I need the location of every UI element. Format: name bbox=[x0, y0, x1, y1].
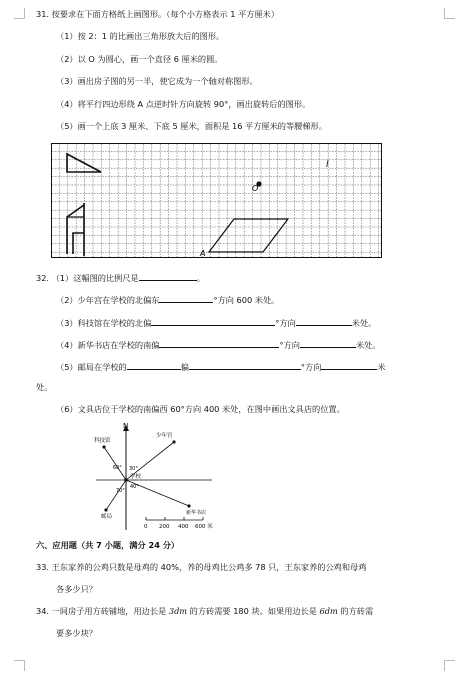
q31-item-5: （5）画一个上底 3 厘米、下底 5 厘米，面积是 16 平方厘米的等腰梯形。 bbox=[56, 121, 327, 131]
q32-5-blank-a[interactable] bbox=[127, 360, 181, 370]
line-youju bbox=[106, 480, 126, 510]
kejiguan-label: 科技馆 bbox=[94, 438, 111, 444]
school-label: 学校 bbox=[130, 474, 142, 480]
q31-title: 31. 按要求在下面方格纸上画图形。（每个小方格表示 1 平方厘米） bbox=[36, 9, 280, 19]
q32-3-text: （3）科技馆在学校的北偏 bbox=[56, 318, 152, 328]
crop-mark-bottom-right bbox=[444, 660, 455, 671]
school-point bbox=[124, 478, 128, 482]
q33-line-1: 33. 王东家养的公鸡只数是母鸡的 40%，养的母鸡比公鸡多 78 只，王东家养的公鸡和母鸡 bbox=[36, 562, 367, 572]
q32-1-text: 32. （1）这幅图的比例尺是 bbox=[36, 273, 139, 283]
q32-line-5 bbox=[56, 360, 386, 373]
q33-line-2: 各多少只？ bbox=[56, 584, 97, 594]
q32-2-end: °方向 600 米处。 bbox=[213, 295, 280, 305]
q32-line-4 bbox=[56, 338, 381, 351]
q32-5-blank-b[interactable] bbox=[189, 360, 301, 370]
scale-label-0: 0 bbox=[144, 524, 148, 530]
q32-5-pian: 偏 bbox=[180, 362, 189, 372]
q32-line-2 bbox=[56, 293, 279, 306]
line-kejiguan bbox=[104, 447, 126, 480]
label-o: O bbox=[252, 184, 259, 193]
q32-line-1 bbox=[36, 271, 205, 284]
q32-5-blank-c[interactable] bbox=[321, 360, 377, 370]
crop-mark-top-left bbox=[14, 8, 25, 19]
q32-3-mid: °方向 bbox=[275, 318, 296, 328]
youju-point bbox=[104, 508, 107, 511]
q31-item-3: （3）画出房子图的另一半，使它成为一个轴对称图形。 bbox=[56, 76, 258, 86]
q32-1-end: 。 bbox=[196, 273, 205, 283]
scale-label-200: 200 bbox=[159, 524, 170, 530]
crop-mark-bottom-left bbox=[14, 660, 25, 671]
q34-text-c: 的方砖需要 180 块。如果用边长是 bbox=[187, 606, 320, 616]
q32-5-mid: °方向 bbox=[300, 362, 322, 372]
label-l: l bbox=[326, 160, 329, 170]
crop-mark-top-right bbox=[444, 8, 455, 19]
q34-line-2: 要多少块？ bbox=[56, 628, 97, 638]
scale-label-600: 600 米 bbox=[195, 524, 213, 530]
q32-line-3 bbox=[56, 316, 376, 329]
shaoniangong-label: 少年宫 bbox=[156, 433, 173, 439]
q32-3-blank-b[interactable] bbox=[296, 316, 352, 326]
grid-border bbox=[52, 144, 382, 258]
angle-30-label: 30° bbox=[129, 466, 138, 472]
q32-4-blank-b[interactable] bbox=[300, 338, 356, 348]
q34-line-1 bbox=[36, 606, 373, 617]
grid-figure bbox=[51, 143, 382, 258]
direction-map bbox=[94, 422, 216, 534]
angle-70-label: 70° bbox=[116, 488, 125, 494]
q32-3-end: 米处。 bbox=[351, 318, 377, 328]
angle-60-label: 60° bbox=[113, 465, 122, 471]
q32-4-text: （4）新华书店在学校的南偏 bbox=[56, 340, 160, 350]
q32-5-text: （5）邮局在学校的 bbox=[56, 362, 127, 372]
q31-item-1: （1）按 2：1 的比画出三角形放大后的图形。 bbox=[56, 31, 225, 41]
youju-label: 邮局 bbox=[101, 514, 113, 520]
scale-label-400: 400 bbox=[178, 524, 189, 530]
q32-2-blank[interactable] bbox=[159, 293, 213, 303]
q34-text-e: 的方砖需 bbox=[337, 606, 374, 616]
kejiguan-point bbox=[102, 445, 105, 448]
q32-4-end: 米处。 bbox=[355, 340, 381, 350]
q32-3-blank-a[interactable] bbox=[151, 316, 275, 326]
shaoniangong-point bbox=[172, 440, 175, 443]
q32-4-mid: °方向 bbox=[279, 340, 300, 350]
q34-unit-6dm: 6dm bbox=[319, 606, 338, 616]
shudian-point bbox=[187, 504, 190, 507]
q31-item-2: （2）以 O 为圆心，画一个直径 6 厘米的圆。 bbox=[56, 54, 223, 64]
q32-5-mi: 米 bbox=[377, 362, 386, 372]
shudian-label: 新华书店 bbox=[186, 510, 207, 516]
section-6-title: 六、应用题（共 7 小题，满分 24 分） bbox=[36, 540, 180, 550]
q34-text-a: 34. 一间房子用方砖铺地，用边长是 bbox=[36, 606, 169, 616]
q32-4-blank-a[interactable] bbox=[159, 338, 279, 348]
north-label: N bbox=[123, 422, 129, 430]
q32-line-5-cont: 处。 bbox=[36, 382, 53, 392]
angle-40-label: 40° bbox=[130, 484, 139, 490]
q32-1-blank[interactable] bbox=[139, 271, 197, 281]
q34-unit-3dm: 3dm bbox=[168, 606, 188, 616]
label-a: A bbox=[200, 249, 206, 258]
q32-2-text: （2）少年宫在学校的北偏东 bbox=[56, 295, 160, 305]
q31-item-4: （4）将平行四边形绕 A 点逆时针方向旋转 90°，画出旋转后的图形。 bbox=[56, 99, 311, 109]
q32-line-6: （6）文具店位于学校的南偏西 60°方向 400 米处，在图中画出文具店的位置。 bbox=[56, 404, 345, 414]
